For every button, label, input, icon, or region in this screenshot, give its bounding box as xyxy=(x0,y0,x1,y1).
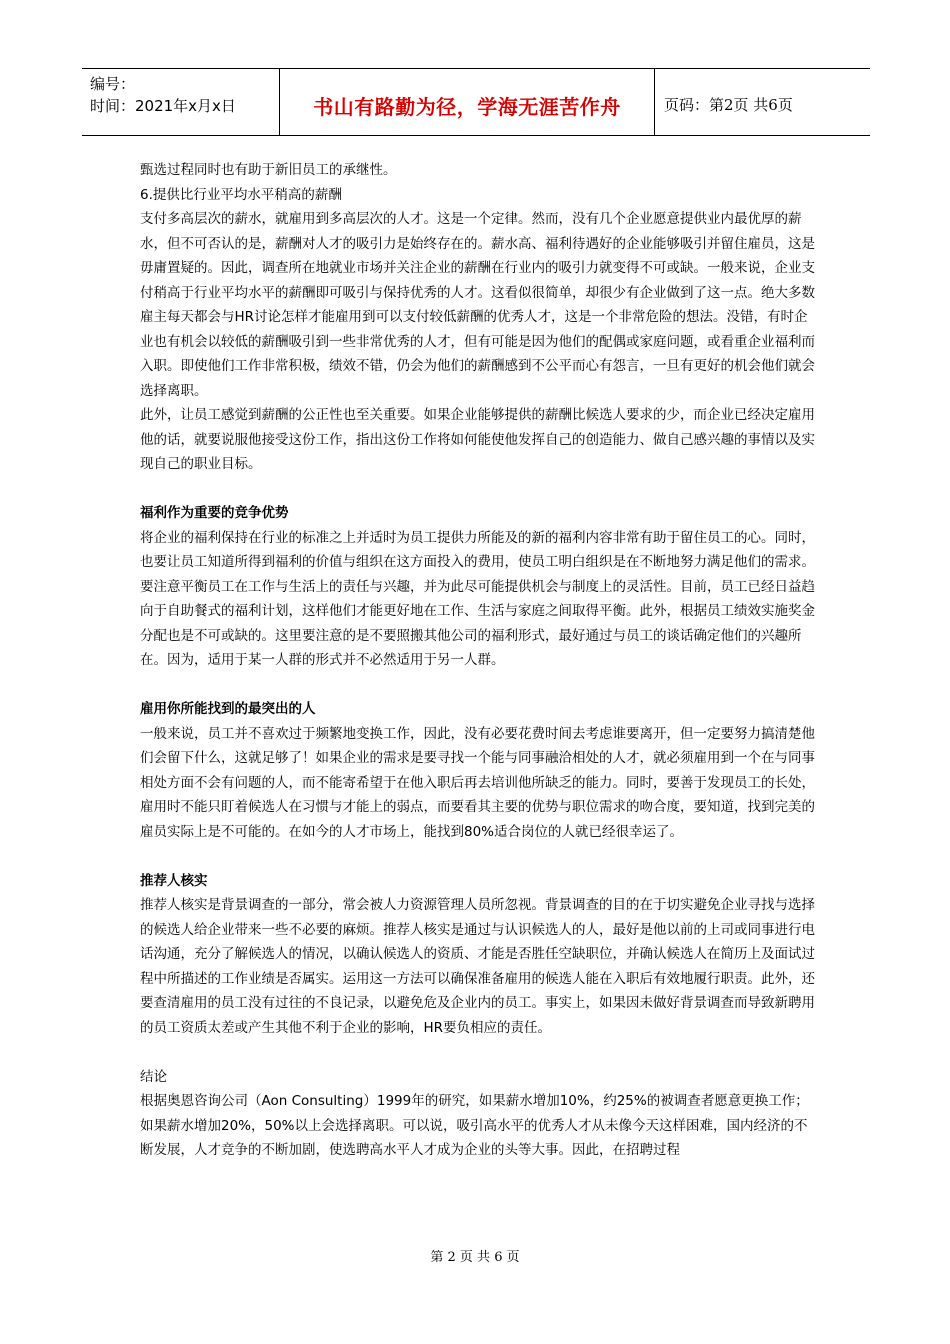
page-header xyxy=(82,68,870,136)
paragraph: 一般来说，员工并不喜欢过于频繁地变换工作，因此，没有必要花费时间去考虑谁要离开，但一定要努力搞清楚他们会留下什么，这就足够了！如果企业的需求是要寻找一个能与同事融洽相处的人才，就必须雇用到一个在与同事相处方面不会有问题的人，而不能寄希望于在他入职后再去培训他所缺乏的能力。同时，要善于发现员工的长处，雇用时不能只盯着候选人在习惯与才能上的弱点，而要看其主要的优势与职位需求的吻合度，要知道，找到完美的雇员实际上是不可能的。在如今的人才市场上，能找到80%适合岗位的人就已经很幸运了。 xyxy=(140,725,815,840)
document-date-label: 时间：2021年x月x日 xyxy=(90,97,236,115)
header-motto: 书山有路勤为径，学海无涯苦作舟 xyxy=(313,95,621,119)
page-footer: 第 2 页 共 6 页 xyxy=(430,1250,520,1265)
paragraph: 将企业的福利保持在行业的标准之上并适时为员工提供力所能及的新的福利内容非常有助于留住员工的心。同时，也要让员工知道所得到福利的价值与组织在这方面投入的费用，使员工明白组织是在不断地努力满足他们的需求。要注意平衡员工在工作与生活上的责任与兴趣，并为此尽可能提供机会与制度上的灵活性。目前，员工已经日益趋向于自助餐式的福利计划，这样他们才能更好地在工作、生活与家庭之间取得平衡。此外，根据员工绩效实施奖金分配也是不可或缺的。这里要注意的是不要照搬其他公司的福利形式，最好通过与员工的谈话确定他们的兴趣所在。因为，适用于某一人群的形式并不必然适用于另一人群。 xyxy=(140,529,815,668)
header-meta xyxy=(90,73,236,117)
document-body xyxy=(140,158,820,1163)
section-heading: 推荐人核实 xyxy=(140,872,208,889)
paragraph: 支付多高层次的薪水，就雇用到多高层次的人才。这是一个定律。然而，没有几个企业愿意提供业内最优厚的薪水，但不可否认的是，薪酬对人才的吸引力是始终存在的。薪水高、福利待遇好的企业能够吸引并留住雇员，这是毋庸置疑的。因此，调查所在地就业市场并关注企业的薪酬在行业内的吸引力就变得不可或缺。一般来说，企业支付稍高于行业平均水平的薪酬即可吸引与保持优秀的人才。这看似很简单，却很少有企业做到了这一点。绝大多数雇主每天都会与HR讨论怎样才能雇用到可以支付较低薪酬的优秀人才，这是一个非常危险的想法。没错，有时企业也有机会以较低的薪酬吸引到一些非常优秀的人才，但有可能是因为他们的配偶或家庭问题，或看重企业福利而入职。即使他们工作非常积极，绩效不错，仍会为他们的薪酬感到不公平而心有怨言，一旦有更好的机会他们就会选择离职。 xyxy=(140,211,815,399)
paragraph: 根据奥恩咨询公司（Aon Consulting）1999年的研究，如果薪水增加10%，约25%的被调查者愿意更换工作；如果薪水增加20%，50%以上会选择离职。可以说，吸引高水平的优秀人才从未像今天这样困难，国内经济的不断发展，人才竞争的不断加剧，使选聘高水平人才成为企业的头等大事。因此，在招聘过程 xyxy=(140,1093,809,1158)
header-page-number: 页码：第2页 共6页 xyxy=(664,96,793,114)
section-heading: 福利作为重要的竞争优势 xyxy=(140,505,289,521)
spacer xyxy=(140,1040,820,1065)
section-heading: 雇用你所能找到的最突出的人 xyxy=(140,701,316,717)
section-heading: 结论 xyxy=(140,1068,167,1085)
document-number-label: 编号： xyxy=(90,75,136,93)
spacer xyxy=(140,673,820,698)
spacer xyxy=(140,844,820,869)
paragraph: 此外，让员工感觉到薪酬的公正性也至关重要。如果企业能够提供的薪酬比候选人要求的少，而企业已经决定雇用他的话，就要说服他接受这份工作，指出这份工作将如何能使他发挥自己的创造能力、做自己感兴趣的事情以及实现自己的职业目标。 xyxy=(140,407,815,472)
spacer xyxy=(140,477,820,502)
paragraph: 推荐人核实是背景调查的一部分，常会被人力资源管理人员所忽视。背景调查的目的在于切实避免企业寻找与选择的候选人给企业带来一些不必要的麻烦。推荐人核实是通过与认识候选人的人，最好是他以前的上司或同事进行电话沟通，充分了解候选人的情况，以确认候选人的资质、才能是否胜任空缺职位，并确认候选人在简历上及面试过程中所描述的工作业绩是否属实。运用这一方法可以确保准备雇用的候选人能在入职后有效地履行职责。此外，还要查清雇用的员工没有过往的不良记录，以避免危及企业内的员工。事实上，如果因未做好背景调查而导致新聘用的员工资质太差或产生其他不利于企业的影响，HR要负相应的责任。 xyxy=(140,897,815,1036)
header-divider xyxy=(654,69,655,135)
paragraph: 甄选过程同时也有助于新旧员工的承继性。 xyxy=(140,162,397,178)
section-subtitle: 6.提供比行业平均水平稍高的薪酬 xyxy=(140,186,342,203)
